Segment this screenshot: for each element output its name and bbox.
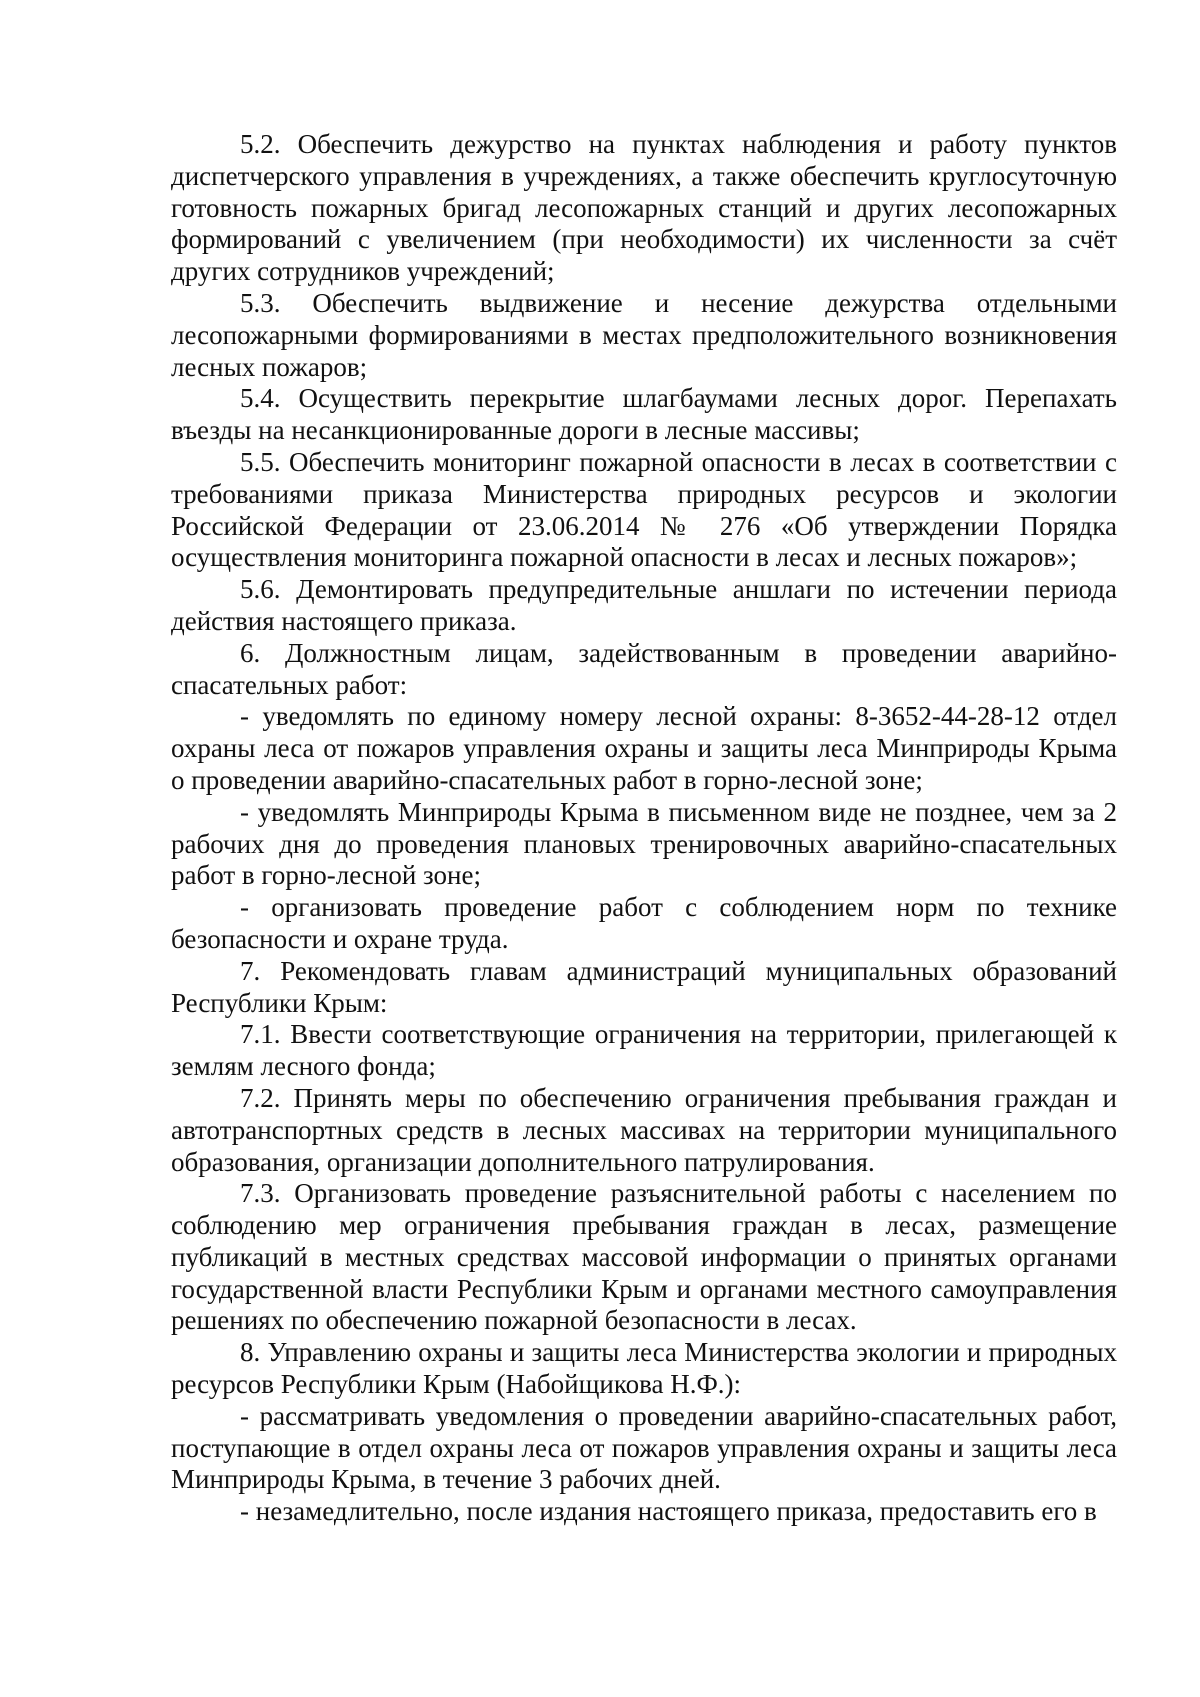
paragraph-7-1: 7.1. Ввести соответствующие ограничения на территории, прилегающей к землям лесного фонда; — [171, 1019, 1117, 1082]
paragraph-8-item-2: - незамедлительно, после издания настоящего приказа, предоставить его в — [240, 1496, 1097, 1527]
paragraph-5-2: 5.2. Обеспечить дежурство на пунктах наблюдения и работу пунктов диспетчерского управления в учреждениях, а также обеспечить круглосуточную готовность пожарных бригад лесопожарных станций и других лесопожарных формирований с увеличением (при необходимости) их численности за счёт других сотрудников учреждений; — [171, 129, 1117, 287]
paragraph-5-3: 5.3. Обеспечить выдвижение и несение дежурства отдельными лесопожарными формированиями в местах предположительного возникновения лесных пожаров; — [171, 287, 1117, 382]
paragraph-8: 8. Управлению охраны и защиты леса Министерства экологии и природных ресурсов Республики Крым (Набойщикова Н.Ф.): — [171, 1337, 1117, 1400]
paragraph-5-5: 5.5. Обеспечить мониторинг пожарной опасности в лесах в соответствии с требованиями приказа Министерства природных ресурсов и экологии Российской Федерации от 23.06.2014 № 276 «Об утверждении Порядка осуществления мониторинга пожарной опасности в лесах и лесных пожаров»; — [171, 446, 1117, 573]
paragraph-5-4: 5.4. Осуществить перекрытие шлагбаумами лесных дорог. Перепахать въезды на несанкционированные дороги в лесные массивы; — [171, 383, 1117, 446]
paragraph-7-2: 7.2. Принять меры по обеспечению ограничения пребывания граждан и автотранспортных средств в лесных массивах на территории муниципального образования, организации дополнительного патрулирования. — [171, 1082, 1117, 1177]
paragraph-6: 6. Должностным лицам, задействованным в проведении аварийно-спасательных работ: — [171, 637, 1117, 700]
paragraph-7-3: 7.3. Организовать проведение разъяснительной работы с населением по соблюдению мер ограничения пребывания граждан в лесах, размещение публикаций в местных средствах массовой информации о принятых органами государственной власти Республики Крым и органами местного самоуправления решениях по обеспечению пожарной безопасности в лесах. — [171, 1178, 1117, 1336]
paragraph-5-6: 5.6. Демонтировать предупредительные аншлаги по истечении периода действия настоящего приказа. — [171, 574, 1117, 636]
paragraph-6-item-3: - организовать проведение работ с соблюдением норм по технике безопасности и охране труда. — [171, 892, 1117, 954]
document-body — [171, 129, 1117, 1528]
paragraph-8-item-1: - рассматривать уведомления о проведении аварийно-спасательных работ, поступающие в отдел охраны леса от пожаров управления охраны и защиты леса Минприроды Крыма, в течение 3 рабочих дней. — [171, 1400, 1117, 1495]
paragraph-6-item-1: - уведомлять по единому номеру лесной охраны: 8-3652-44-28-12 отдел охраны леса от пожаров управления охраны и защиты леса Минприроды Крыма о проведении аварийно-спасательных работ в горно-лесной зоне; — [171, 701, 1117, 795]
paragraph-7: 7. Рекомендовать главам администраций муниципальных образований Республики Крым: — [171, 955, 1117, 1018]
paragraph-6-item-2: - уведомлять Минприроды Крыма в письменном виде не позднее, чем за 2 рабочих дня до проведения плановых тренировочных аварийно-спасательных работ в горно-лесной зоне; — [171, 796, 1117, 891]
